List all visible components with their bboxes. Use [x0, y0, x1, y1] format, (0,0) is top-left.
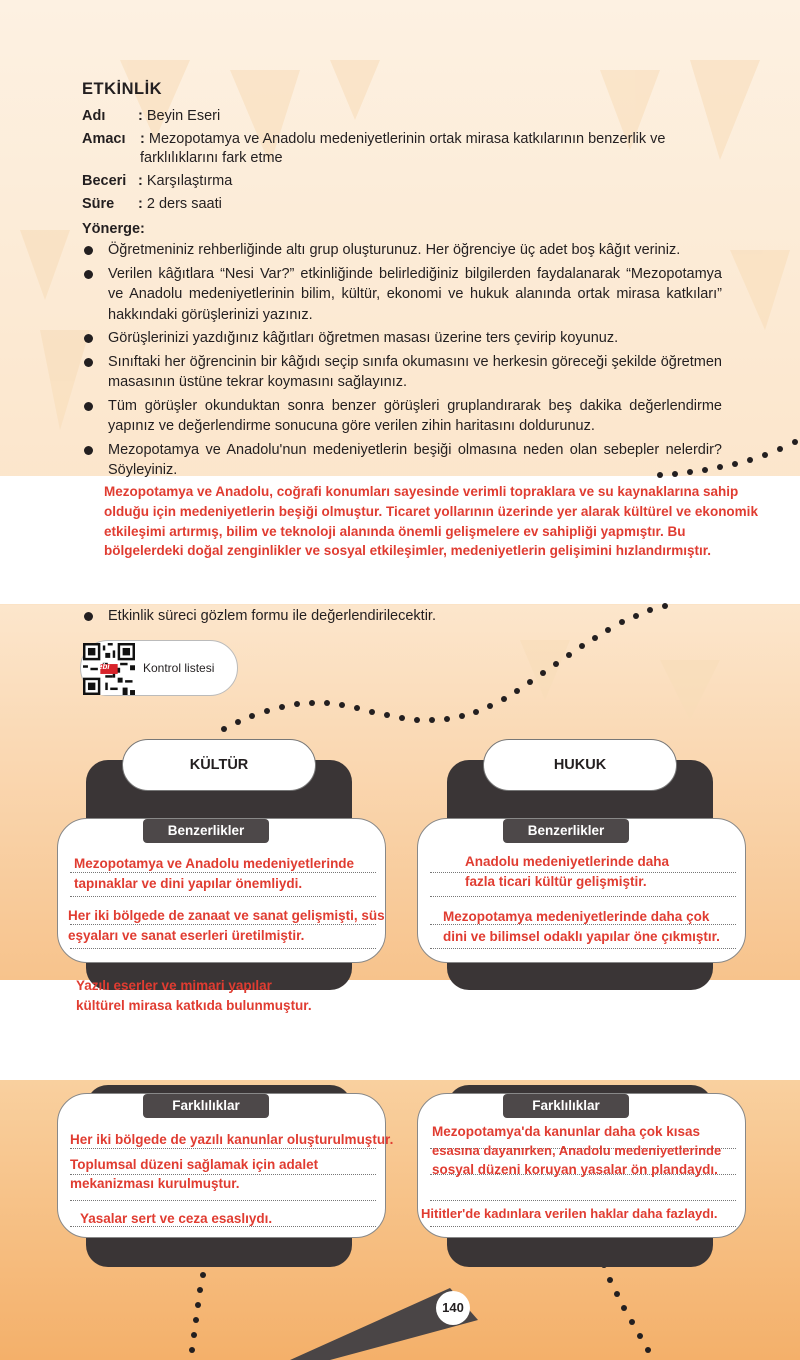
- hukuk-similar-tab: Benzerlikler: [503, 819, 629, 843]
- hukuk-similar-text: dini ve bilimsel odaklı yapılar öne çıkmıştır.: [443, 929, 720, 944]
- kultur-similar-text: Mezopotamya ve Anadolu medeniyetlerinde: [74, 856, 355, 871]
- instruction-item: Verilen kâğıtlara “Nesi Var?” etkinliğinde belirlediğiniz bilgilerden faydalanarak “Mezopotamya ve Anadolu medeniyetlerinin bilim, kültür, ekonomi ve hukuk alanında ortak mirasa katkıları” hakkındaki görüşlerinizi yazınız.: [82, 264, 722, 326]
- hukuk-diff-text: Mezopotamya'da kanunlar daha çok kısas: [432, 1124, 701, 1139]
- skill-row: Beceri : Karşılaştırma: [82, 173, 233, 189]
- kultur-similar-text: tapınaklar ve dini yapılar önemliydi.: [74, 876, 303, 891]
- instruction-item: Sınıftaki her öğrencinin bir kâğıdı seçip sınıfa okumasını ve herkesin göreceği şekilde öğretmen masasının üstüne tekrar koymasını sağlayınız.: [82, 352, 722, 393]
- hukuk-similar-text: Mezopotamya medeniyetlerinde daha çok: [443, 909, 710, 924]
- aim-value-line2: farklılıklarını fark etme: [140, 150, 283, 166]
- evaluation-list: [82, 606, 722, 630]
- answer-line: [430, 1226, 736, 1227]
- kultur-diff-text: Yasalar sert ve ceza esaslıydı.: [80, 1211, 273, 1226]
- kultur-similar-text: Her iki bölgede de zanaat ve sanat gelişmişti, süs: [68, 908, 385, 923]
- evaluation-item: Etkinlik süreci gözlem formu ile değerlendirilecektir.: [82, 606, 722, 627]
- skill-label: Beceri: [82, 173, 127, 189]
- hukuk-diff-text: sosyal düzeni koruyan yasalar ön plandaydı.: [432, 1162, 718, 1177]
- duration-label: Süre: [82, 196, 115, 212]
- name-row: Adı : Beyin Eseri: [82, 108, 221, 124]
- hukuk-diff-text: esasına dayanırken, Anadolu medeniyetlerinde: [432, 1143, 722, 1158]
- kultur-similar-text: eşyaları ve sanat eserleri üretilmiştir.: [68, 928, 305, 943]
- instructions-label: Yönerge:: [82, 221, 145, 237]
- aim-label: Amacı: [82, 131, 126, 147]
- answer-line: [70, 1200, 376, 1201]
- hukuk-diff-tab: Farklılıklar: [503, 1094, 629, 1118]
- answer-line: [430, 896, 736, 897]
- instruction-item: Öğretmeniniz rehberliğinde altı grup oluşturunuz. Her öğrenciye üç adet boş kâğıt veriniz.: [82, 240, 722, 261]
- aim-row: Amacı : Mezopotamya ve Anadolu medeniyetlerinin ortak mirasa katkılarının benzerlik ve: [82, 131, 666, 147]
- name-value: Beyin Eseri: [146, 108, 221, 124]
- name-label: Adı: [82, 108, 106, 124]
- answer-line: [70, 948, 376, 949]
- kultur-similar-text: kültürel mirasa katkıda bulunmuştur.: [76, 998, 312, 1013]
- instruction-item: Mezopotamya ve Anadolu'nun medeniyetlerin beşiği olmasına neden olan sebepler nelerdir? Söyleyiniz.: [82, 440, 722, 481]
- duration-row: Süre : 2 ders saati: [82, 196, 222, 212]
- qr-label: Kontrol listesi: [143, 661, 215, 675]
- hukuk-diff-text: Hititler'de kadınlara verilen haklar daha fazlaydı.: [421, 1206, 718, 1221]
- qr-checklist-link[interactable]: [80, 640, 238, 696]
- hukuk-similar-text: fazla ticari kültür gelişmiştir.: [465, 874, 647, 889]
- kultur-diff-text: mekanizması kurulmuştur.: [70, 1176, 240, 1191]
- kultur-diff-tab: Farklılıklar: [143, 1094, 269, 1118]
- qr-badge: ebi: [98, 662, 110, 671]
- skill-value: Karşılaştırma: [146, 173, 233, 189]
- page-number: 140: [436, 1291, 470, 1325]
- instruction-item: Tüm görüşler okunduktan sonra benzer görüşleri gruplandırarak beş dakika değerlendirme yapınız ve değerlendirme sonucuna göre verilen zihin haritasını doldurunuz.: [82, 396, 722, 437]
- kultur-similar-tab: Benzerlikler: [143, 819, 269, 843]
- answer-line: [430, 948, 736, 949]
- hukuk-similar-text: Anadolu medeniyetlerinde daha: [465, 854, 670, 869]
- answer-line: [430, 1200, 736, 1201]
- kultur-diff-text: Her iki bölgede de yazılı kanunlar oluşturulmuştur.: [70, 1132, 394, 1147]
- answer-line: [70, 896, 376, 897]
- hukuk-title: HUKUK: [483, 739, 677, 791]
- aim-value-line1: Mezopotamya ve Anadolu medeniyetlerinin ortak mirasa katkılarının benzerlik ve: [148, 131, 666, 147]
- activity-title: ETKİNLİK: [82, 80, 163, 98]
- instruction-item: Görüşlerinizi yazdığınız kâğıtları öğretmen masası üzerine ters çevirip koyunuz.: [82, 328, 722, 349]
- answer-text: Mezopotamya ve Anadolu, coğrafi konumları sayesinde verimli topraklara ve su kaynaklarına sahip olduğu için medeniyetlerin beşiği olmuştur. Ticaret yollarının üzerinde yer alarak kültürel ve ekonomik etkileşimi artırmış, bilim ve teknoloji alanında önemli gelişmelere ev sahipliği yapmıştır. Bu bölgelerdeki doğal zenginlikler ve sosyal etkileşimler, medeniyetlerin gelişimini hızlandırmıştır.: [104, 484, 758, 559]
- kultur-similar-text: Yazılı eserler ve mimari yapılar: [76, 978, 272, 993]
- duration-value: 2 ders saati: [146, 196, 222, 212]
- kultur-title: KÜLTÜR: [122, 739, 316, 791]
- instruction-list: [82, 240, 722, 484]
- kultur-diff-text: Toplumsal düzeni sağlamak için adalet: [70, 1157, 319, 1172]
